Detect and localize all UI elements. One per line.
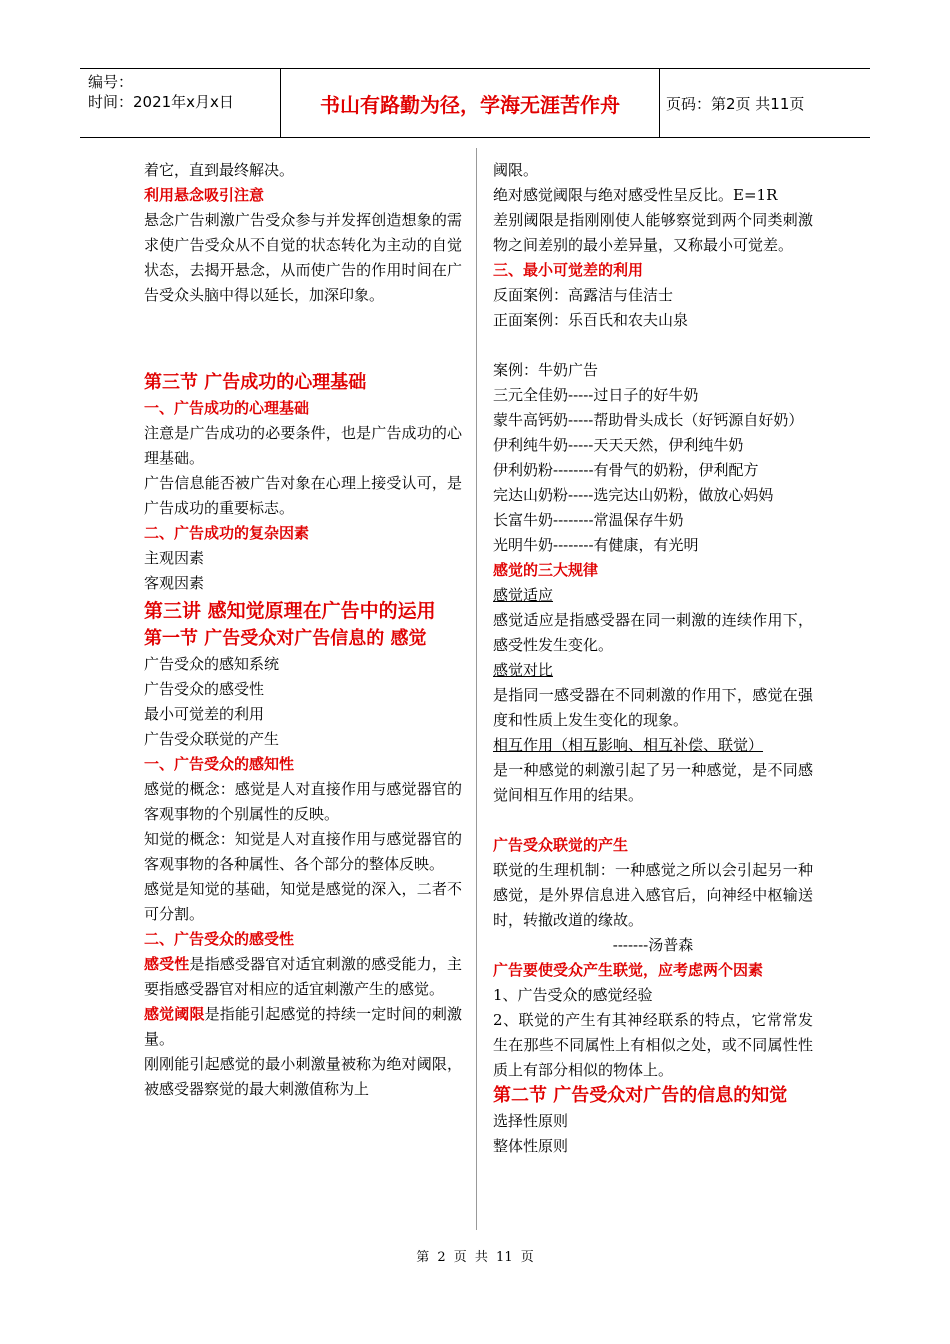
term-text: 是指感受器官对适宜刺激的感受能力，主要指感受器官对相应的适宜刺激产生的感觉。 bbox=[144, 955, 462, 998]
spacer bbox=[493, 333, 813, 358]
paragraph: 主观因素 bbox=[144, 549, 205, 567]
subheading: 广告受众联觉的产生 bbox=[493, 836, 629, 854]
paragraph: 案例：牛奶广告 bbox=[493, 361, 599, 379]
header-motto: 书山有路勤为径，学海无涯苦作舟 bbox=[281, 69, 660, 137]
subheading: 感觉的三大规律 bbox=[493, 561, 599, 579]
paragraph: 最小可觉差的利用 bbox=[144, 705, 265, 723]
paragraph: 是指同一感受器在不同刺激的作用下，感觉在强度和性质上发生变化的现象。 bbox=[493, 686, 813, 729]
paragraph: 刚刚能引起感觉的最小刺激量被称为绝对阈限，被感受器察觉的最大刺激值称为上 bbox=[144, 1055, 462, 1098]
paragraph: 正面案例：乐百氏和农夫山泉 bbox=[493, 311, 689, 329]
underlined-term: 相互作用（相互影响、相互补偿、联觉） bbox=[493, 736, 764, 754]
section-heading: 第三节 广告成功的心理基础 bbox=[144, 372, 367, 393]
paragraph: 2、联觉的产生有其神经联系的特点，它常常发生在那些不同属性上有相似之处，或不同属性性质上有部分相似的物体上。 bbox=[493, 1011, 813, 1079]
paragraph: 广告受众的感知系统 bbox=[144, 655, 280, 673]
spacer bbox=[144, 308, 462, 370]
page-footer: 第 2 页 共 11 页 bbox=[416, 1250, 534, 1265]
paragraph: 感觉的概念：感觉是人对直接作用与感觉器官的客观事物的个别属性的反映。 bbox=[144, 780, 462, 823]
paragraph: 长富牛奶--------常温保存牛奶 bbox=[493, 511, 684, 529]
paragraph: 伊利纯牛奶-----天天天然，伊利纯牛奶 bbox=[493, 436, 744, 454]
paragraph: 差别阈限是指刚刚使人能够察觉到两个同类刺激物之间差别的最小差异量，又称最小可觉差。 bbox=[493, 211, 813, 254]
paragraph: 整体性原则 bbox=[493, 1137, 569, 1155]
paragraph: 是一种感觉的刺激引起了另一种感觉，是不同感觉间相互作用的结果。 bbox=[493, 761, 813, 804]
header-page-number: 页码：第2页 共11页 bbox=[666, 94, 805, 113]
term-text: 是指能引起感觉的持续一定时间的刺激量。 bbox=[144, 1005, 462, 1048]
paragraph: 蒙牛高钙奶-----帮助骨头成长（好钙源自好奶） bbox=[493, 411, 804, 429]
paragraph: 客观因素 bbox=[144, 574, 205, 592]
section-heading: 第一节 广告受众对广告信息的 感觉 bbox=[144, 628, 427, 649]
term-definition bbox=[144, 1002, 462, 1052]
lecture-heading: 第三讲 感知觉原理在广告中的运用 bbox=[144, 600, 436, 622]
subheading: 一、广告受众的感知性 bbox=[144, 755, 295, 773]
document-date: 时间：2021年x月x日 bbox=[88, 93, 234, 111]
subheading: 二、广告受众的感受性 bbox=[144, 930, 295, 948]
underlined-term: 感觉对比 bbox=[493, 661, 554, 679]
term-label: 感觉阈限 bbox=[144, 1005, 205, 1023]
paragraph: 着它，直到最终解决。 bbox=[144, 161, 295, 179]
column-divider bbox=[476, 148, 477, 1230]
paragraph: 感觉适应是指感受器在同一刺激的连续作用下，感受性发生变化。 bbox=[493, 611, 813, 654]
attribution: -------汤普森 bbox=[612, 936, 694, 954]
paragraph: 广告信息能否被广告对象在心理上接受认可，是广告成功的重要标志。 bbox=[144, 474, 462, 517]
paragraph: 1、广告受众的感觉经验 bbox=[493, 986, 653, 1004]
subheading: 二、广告成功的复杂因素 bbox=[144, 524, 310, 542]
paragraph: 感觉是知觉的基础，知觉是感觉的深入，二者不可分割。 bbox=[144, 880, 462, 923]
paragraph: 阈限。 bbox=[493, 161, 539, 179]
paragraph: 伊利奶粉--------有骨气的奶粉，伊利配方 bbox=[493, 461, 759, 479]
subheading: 一、广告成功的心理基础 bbox=[144, 399, 310, 417]
paragraph: 注意是广告成功的必要条件，也是广告成功的心理基础。 bbox=[144, 424, 462, 467]
right-column bbox=[493, 158, 813, 1159]
paragraph: 完达山奶粉-----选完达山奶粉，做放心妈妈 bbox=[493, 486, 774, 504]
header-meta bbox=[80, 69, 281, 137]
paragraph: 光明牛奶--------有健康，有光明 bbox=[493, 536, 699, 554]
spacer bbox=[493, 808, 813, 833]
paragraph: 悬念广告刺激广告受众参与并发挥创造想象的需求使广告受众从不自觉的状态转化为主动的自觉状态，去揭开悬念，从而使广告的作用时间在广告受众头脑中得以延长，加深印象。 bbox=[144, 211, 462, 304]
paragraph: 联觉的生理机制：一种感觉之所以会引起另一种感觉，是外界信息进入感官后，向神经中枢输送时，转撤改道的缘故。 bbox=[493, 861, 813, 929]
subheading: 三、最小可觉差的利用 bbox=[493, 261, 644, 279]
term-label: 感受性 bbox=[144, 955, 190, 973]
paragraph: 知觉的概念：知觉是人对直接作用与感觉器官的客观事物的各种属性、各个部分的整体反映。 bbox=[144, 830, 462, 873]
paragraph: 反面案例：高露洁与佳洁士 bbox=[493, 286, 674, 304]
underlined-term: 感觉适应 bbox=[493, 586, 554, 604]
page-header bbox=[80, 68, 870, 138]
paragraph: 广告受众联觉的产生 bbox=[144, 730, 280, 748]
subheading: 广告要使受众产生联觉，应考虑两个因素 bbox=[493, 961, 764, 979]
term-definition bbox=[144, 952, 462, 1002]
section-heading: 第二节 广告受众对广告的信息的知觉 bbox=[493, 1085, 788, 1106]
paragraph: 绝对感觉阈限与绝对感受性呈反比。E=1R bbox=[493, 186, 778, 204]
document-number: 编号： bbox=[88, 73, 134, 91]
paragraph: 三元全佳奶-----过日子的好牛奶 bbox=[493, 386, 699, 404]
left-column bbox=[144, 158, 462, 1102]
paragraph: 广告受众的感受性 bbox=[144, 680, 265, 698]
subheading: 利用悬念吸引注意 bbox=[144, 186, 265, 204]
paragraph: 选择性原则 bbox=[493, 1112, 569, 1130]
